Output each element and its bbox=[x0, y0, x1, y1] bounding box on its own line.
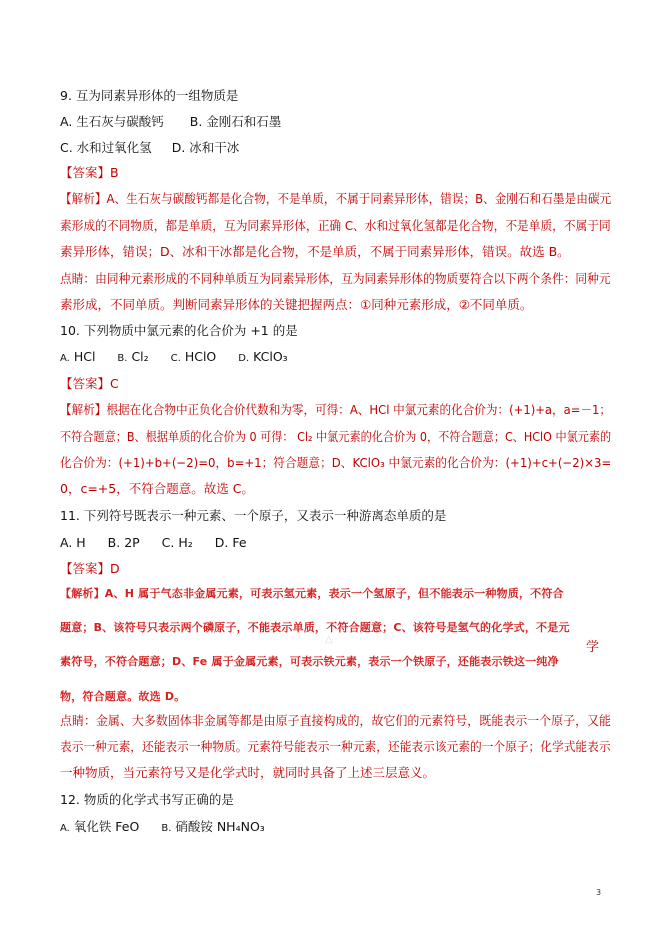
q10-option-c: HClO bbox=[184, 349, 217, 364]
q11-option-b: B. 2P bbox=[107, 535, 140, 550]
q12-option-b-label: B. bbox=[161, 823, 172, 834]
q9-option-d: D. 冰和干冰 bbox=[171, 140, 240, 155]
q9-analysis-line: 素形成的不同物质，都是单质，互为同素异形体，正确 C、水和过氧化氢都是化合物，不是单质，不属于同 bbox=[60, 218, 611, 233]
q9-question: 9. 互为同素异形体的一组物质是 bbox=[60, 88, 239, 103]
q11-analysis-line: 题意；B、该符号只表示两个磷原子，不能表示单质，不符合题意；C、该符号是氢气的化学式，不是元 bbox=[60, 621, 570, 634]
q10-option-d-label: D. bbox=[238, 353, 250, 364]
q10-option-a-label: A. bbox=[60, 353, 70, 364]
q10-question: 10. 下列物质中氯元素的化合价为 +1 的是 bbox=[60, 323, 298, 338]
q11-tips-line: 点睛：金属、大多数固体非金属等都是由原子直接构成的，故它们的元素符号，既能表示一个原子，又能 bbox=[60, 713, 612, 728]
q11-tips-line: 表示一种元素，还能表示一种物质。元素符号能表示一种元素，还能表示该元素的一个原子；化学式能表示 bbox=[60, 739, 611, 754]
q10-analysis-line: 不符合题意；B、根据单质的化合价为 0 可得： Cl₂ 中氯元素的化合价为 0，不符合题意；C、HClO 中氯元素的 bbox=[60, 429, 612, 444]
q10-options bbox=[60, 349, 288, 367]
q12-options bbox=[60, 819, 265, 837]
q10-analysis-line: 0，c=+5，不符合题意。故选 C。 bbox=[60, 481, 254, 496]
q12-option-b: 硝酸铵 NH₄NO₃ bbox=[175, 819, 265, 834]
q11-question: 11. 下列符号既表示一种元素、一个原子，又表示一种游离态单质的是 bbox=[60, 508, 447, 523]
q12-question: 12. 物质的化学式书写正确的是 bbox=[60, 792, 234, 807]
q11-tips-line: 一种物质，当元素符号又是化学式时，就同时具备了上述三层意义。 bbox=[60, 765, 436, 780]
q9-tips-line: 素形成，不同单质。判断同素异形体的关键把握两点：①同种元素形成，②不同单质。 bbox=[60, 297, 533, 312]
q9-option-c: C. 水和过氧化氢 bbox=[60, 140, 152, 155]
q10-analysis-line: 【解析】根据在化合物中正负化合价代数和为零，可得：A、HCl 中氯元素的化合价为：(+1)+a，a=－1； bbox=[60, 402, 612, 417]
q9-options-cd bbox=[60, 140, 239, 156]
faint-logo-icon: △ bbox=[325, 634, 333, 645]
q10-option-d: KClO₃ bbox=[253, 349, 288, 364]
watermark-text: 学 bbox=[586, 640, 600, 655]
q11-analysis-line: 【解析】A、H 属于气态非金属元素，可表示氢元素，表示一个氢原子，但不能表示一种物质，不符合 bbox=[60, 587, 564, 600]
q12-option-a: 氧化铁 FeO bbox=[73, 819, 140, 834]
q10-option-b-label: B. bbox=[117, 353, 128, 364]
q11-option-d: D. Fe bbox=[214, 535, 247, 550]
q9-analysis-line: 【解析】A、生石灰与碳酸钙都是化合物，不是单质，不属于同素异形体，错误；B、金刚石和石墨是由碳元 bbox=[60, 191, 612, 206]
q11-option-c: C. H₂ bbox=[161, 535, 193, 550]
q12-option-a-label: A. bbox=[60, 823, 70, 834]
q11-option-a: A. H bbox=[60, 535, 86, 550]
q9-tips-line: 点睛：由同种元素形成的不同种单质互为同素异形体，互为同素异形体的物质要符合以下两个条件：同种元 bbox=[60, 271, 611, 286]
q11-analysis-line: 物，符合题意。故选 D。 bbox=[60, 690, 186, 703]
q9-answer: 【答案】B bbox=[60, 165, 119, 180]
q11-answer: 【答案】D bbox=[60, 561, 120, 576]
q9-analysis-line: 素异形体，错误；D、冰和干冰都是化合物，不是单质，不属于同素异形体，错误。故选 B。 bbox=[60, 244, 570, 259]
q10-answer: 【答案】C bbox=[60, 376, 119, 391]
q9-option-a: A. 生石灰与碳酸钙 bbox=[60, 114, 164, 129]
q10-option-c-label: C. bbox=[170, 353, 181, 364]
q11-analysis-line: 素符号，不符合题意；D、Fe 属于金属元素，可表示铁元素，表示一个铁原子，还能表示铁这一纯净 bbox=[60, 655, 559, 668]
q10-option-a: HCl bbox=[73, 349, 96, 364]
q9-options-ab bbox=[60, 114, 281, 130]
q9-option-b: B. 金刚石和石墨 bbox=[189, 114, 282, 129]
q11-options bbox=[60, 535, 247, 551]
q10-analysis-line: 化合价为：(+1)+b+(−2)=0，b=+1；符合题意；D、KClO₃ 中氯元素的化合价为：(+1)+c+(−2)×3= bbox=[60, 455, 612, 470]
page-number: 3 bbox=[596, 888, 602, 897]
q10-option-b: Cl₂ bbox=[131, 349, 149, 364]
